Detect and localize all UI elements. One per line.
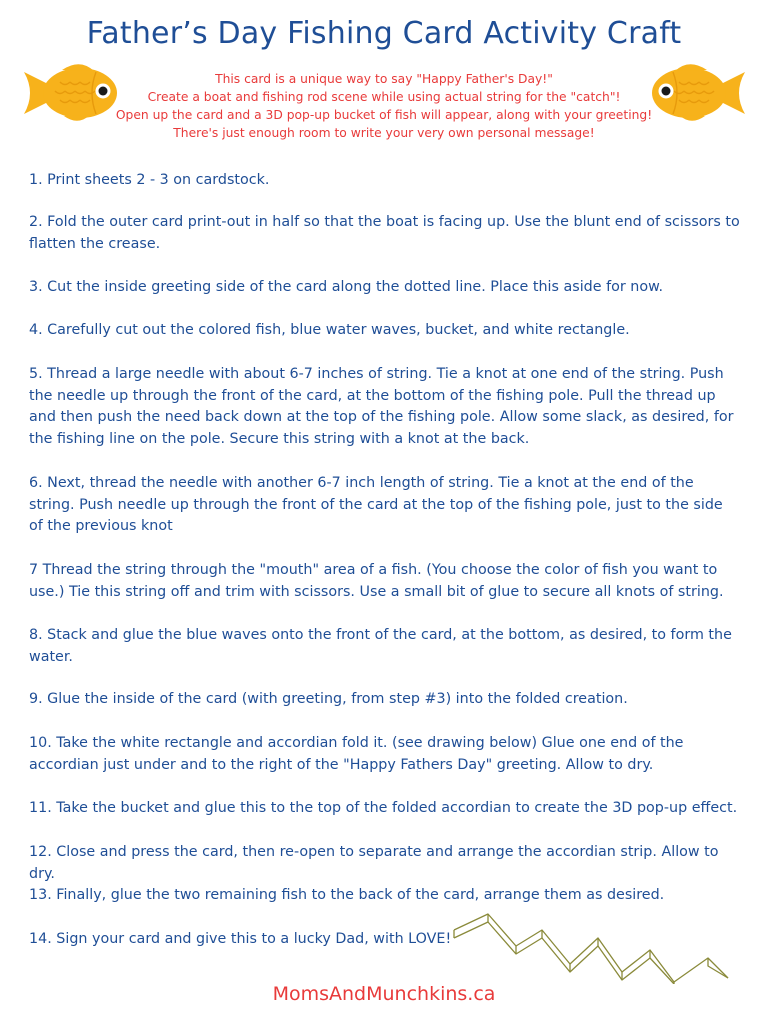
accordion-fold-drawing-icon	[452, 912, 732, 984]
step-8: 8. Stack and glue the blue waves onto the front of the card, at the bottom, as desired, to form the water.	[29, 627, 732, 665]
step-3: 3. Cut the inside greeting side of the card along the dotted line. Place this aside for now.	[29, 279, 664, 295]
step-11: 11. Take the bucket and glue this to the top of the folded accordian to create the 3D pop-up effect.	[29, 800, 738, 816]
intro-line: Open up the card and a 3D pop-up bucket of fish will appear, along with your greeting!	[115, 108, 653, 122]
intro-text	[0, 70, 768, 142]
intro-line: This card is a unique way to say "Happy Father's Day!"	[215, 72, 553, 86]
step-2: 2. Fold the outer card print-out in half so that the boat is facing up. Use the blunt end of scissors to flatten the crease.	[29, 214, 740, 252]
page-title: Father’s Day Fishing Card Activity Craft	[86, 16, 682, 51]
intro-line: There's just enough room to write your very own personal message!	[173, 126, 595, 140]
step-12: 12. Close and press the card, then re-open to separate and arrange the accordian strip. Allow to dry.	[29, 844, 719, 882]
step-7: 7 Thread the string through the "mouth" area of a fish. (You choose the color of fish you want to use.) Tie this string off and trim with scissors. Use a small bit of glue to secure all knots of string.	[29, 562, 724, 600]
step-6: 6. Next, thread the needle with another 6-7 inch length of string. Tie a knot at the end of the string. Push needle up through the front of the card at the top of the fishing pole, just to the side of the previous knot	[29, 475, 723, 534]
step-10: 10. Take the white rectangle and accordian fold it. (see drawing below) Glue one end of the accordian just under and to the right of the "Happy Fathers Day" greeting. Allow to dry.	[29, 735, 684, 773]
footer-site-name: MomsAndMunchkins.ca	[272, 983, 496, 1005]
step-1: 1. Print sheets 2 - 3 on cardstock.	[29, 172, 270, 188]
step-14: 14. Sign your card and give this to a lucky Dad, with LOVE!	[29, 931, 452, 947]
step-13: 13. Finally, glue the two remaining fish to the back of the card, arrange them as desired.	[29, 887, 665, 903]
step-9: 9. Glue the inside of the card (with greeting, from step #3) into the folded creation.	[29, 691, 628, 707]
step-5: 5. Thread a large needle with about 6-7 inches of string. Tie a knot at one end of the string. Push the needle up through the front of the card, at the bottom of the fishing pole. Pull the thread up and then push the need back down at the top of the fishing pole. Allow some slack, as desired, for the fishing line on the pole. Secure this string with a knot at the back.	[29, 366, 734, 447]
intro-line: Create a boat and fishing rod scene while using actual string for the "catch"!	[147, 90, 621, 104]
step-4: 4. Carefully cut out the colored fish, blue water waves, bucket, and white rectangle.	[29, 322, 630, 338]
